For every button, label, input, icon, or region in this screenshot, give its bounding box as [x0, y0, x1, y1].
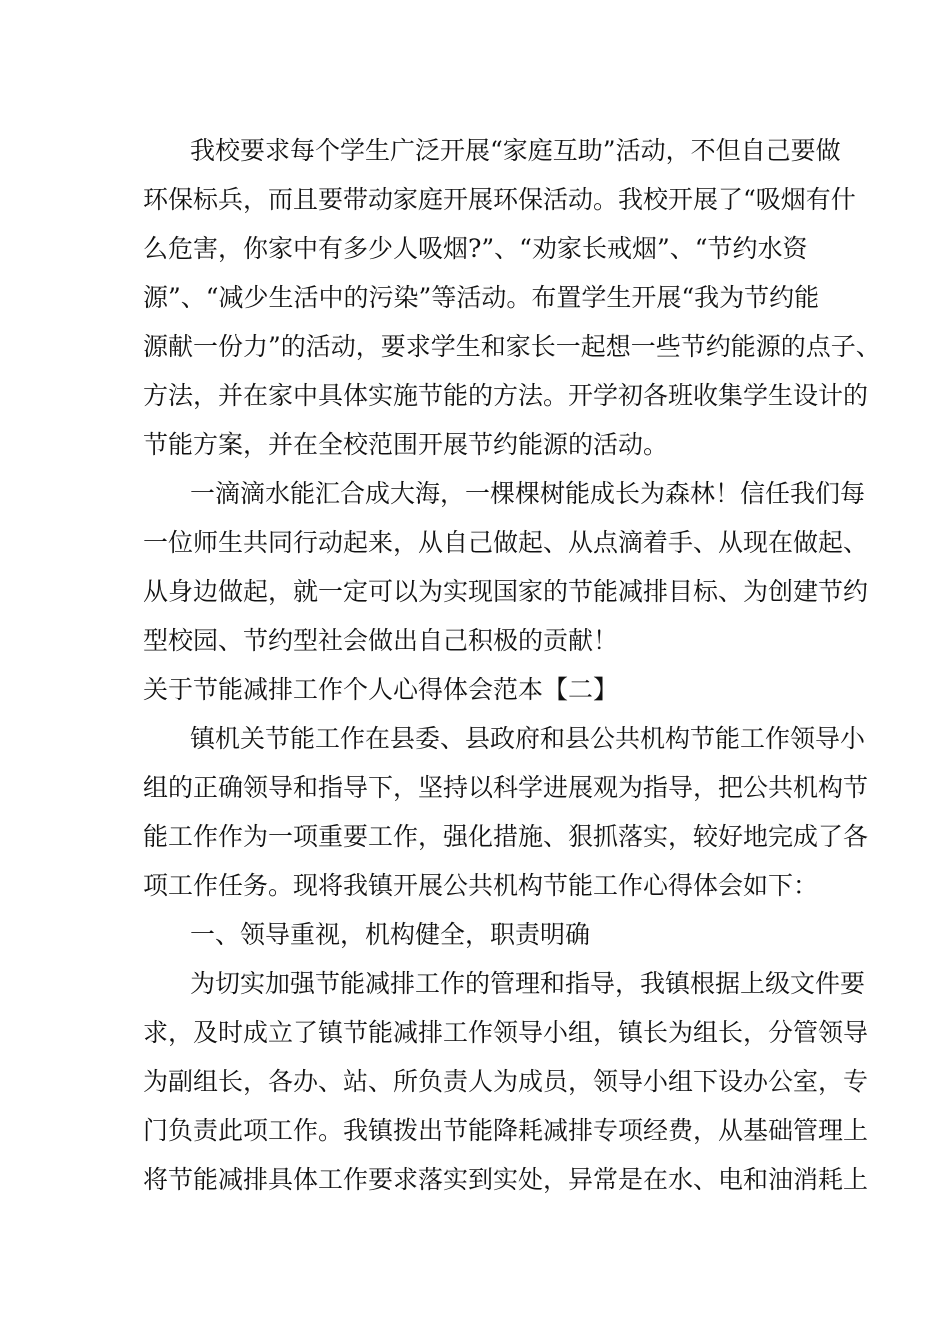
text-line: 项工作任务。现将我镇开展公共机构节能工作心得体会如下：: [143, 871, 819, 900]
section-heading: 关于节能减排工作个人心得体会范本【二】: [143, 675, 619, 704]
text-line: 节能方案，并在全校范围开展节约能源的活动。: [143, 430, 669, 459]
text-line: 我校要求每个学生广泛开展“家庭互助”活动，不但自己要做: [190, 136, 841, 165]
text-line: 源献一份力”的活动，要求学生和家长一起想一些节约能源的点子、: [143, 332, 881, 361]
text-line: 型校园、节约型社会做出自己积极的贡献！: [143, 626, 619, 655]
subsection-heading: 一、领导重视，机构健全，职责明确: [190, 920, 591, 949]
text-line: 环保标兵，而且要带动家庭开展环保活动。我校开展了“吸烟有什: [143, 185, 856, 214]
text-line: 方法，并在家中具体实施节能的方法。开学初各班收集学生设计的: [143, 381, 869, 410]
text-line: 么危害，你家中有多少人吸烟?”、“劝家长戒烟”、“节约水资: [143, 234, 808, 263]
text-line: 一滴滴水能汇合成大海，一棵棵树能成长为森林！信任我们每: [190, 479, 866, 508]
text-line: 镇机关节能工作在县委、县政府和县公共机构节能工作领导小: [190, 724, 866, 753]
text-line: 为副组长，各办、站、所负责人为成员，领导小组下设办公室，专: [143, 1067, 869, 1096]
text-line: 将节能减排具体工作要求落实到实处，异常是在水、电和油消耗上: [143, 1165, 869, 1194]
text-line: 从身边做起，就一定可以为实现国家的节能减排目标、为创建节约: [143, 577, 869, 606]
text-line: 能工作作为一项重要工作，强化措施、狠抓落实，较好地完成了各: [143, 822, 869, 851]
text-line: 求，及时成立了镇节能减排工作领导小组，镇长为组长，分管领导: [143, 1018, 869, 1047]
text-line: 源”、“减少生活中的污染”等活动。布置学生开展“我为节约能: [143, 283, 820, 312]
text-line: 门负责此项工作。我镇拨出节能降耗减排专项经费，从基础管理上: [143, 1116, 869, 1145]
text-line: 组的正确领导和指导下，坚持以科学进展观为指导，把公共机构节: [143, 773, 869, 802]
text-line: 一位师生共同行动起来，从自己做起、从点滴着手、从现在做起、: [143, 528, 869, 557]
text-line: 为切实加强节能减排工作的管理和指导，我镇根据上级文件要: [190, 969, 866, 998]
